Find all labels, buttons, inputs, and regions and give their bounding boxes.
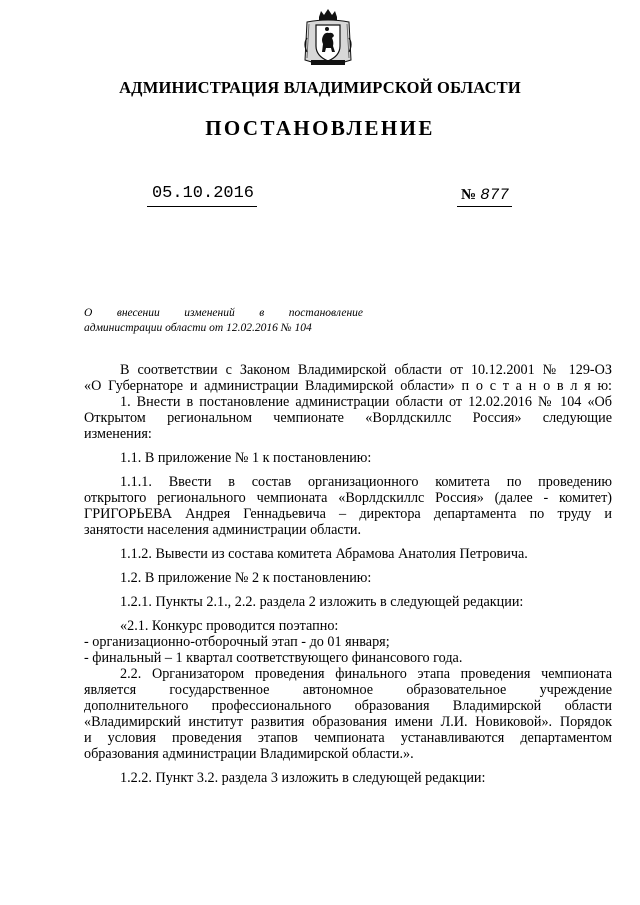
text-line: является государственное автономное образовательное учреждение — [84, 682, 612, 698]
paragraph-1-2-1: 1.2.1. Пункты 2.1., 2.2. раздела 2 изложить в следующей редакции: — [120, 594, 524, 610]
text-line: «О Губернаторе и администрации Владимирской области» п о с т а н о в л я ю: — [84, 378, 612, 394]
text-line: открытого регионального чемпионата «Ворлдскиллс Россия» (далее - комитет) — [84, 490, 612, 506]
text-line: и условия проведения этапов чемпионата устанавливаются департаментом — [84, 730, 612, 746]
paragraph-quote-2-1 — [84, 618, 612, 666]
organization-title: АДМИНИСТРАЦИЯ ВЛАДИМИРСКОЙ ОБЛАСТИ — [119, 78, 521, 97]
text-line: 2.2. Организатором проведения финального этапа проведения чемпионата — [120, 666, 612, 682]
text-line: В соответствии с Законом Владимирской области от 10.12.2001 № 129-ОЗ — [120, 362, 612, 378]
text-line: - финальный – 1 квартал соответствующего финансового года. — [84, 650, 463, 666]
text-line: 1. Внести в постановление администрации области от 12.02.2016 № 104 «Об — [120, 394, 612, 410]
document-subject — [84, 306, 363, 335]
text-line: - организационно-отборочный этап - до 01 января; — [84, 634, 390, 650]
document-number — [461, 186, 509, 204]
coat-of-arms-emblem — [301, 8, 355, 70]
text-line: «Владимирский институт развития образования имени Л.И. Новиковой». Порядок — [84, 714, 612, 730]
document-type-title: ПОСТАНОВЛЕНИЕ — [205, 116, 435, 140]
paragraph-1-2: 1.2. В приложение № 2 к постановлению: — [120, 570, 372, 586]
paragraph-1-2-2: 1.2.2. Пункт 3.2. раздела 3 изложить в следующей редакции: — [120, 770, 486, 786]
paragraph-1-1: 1.1. В приложение № 1 к постановлению: — [120, 450, 372, 466]
paragraph-preamble — [84, 362, 612, 394]
text-line: образования администрации Владимирской области.». — [84, 746, 414, 762]
text-line: изменения: — [84, 426, 152, 442]
text-line: 1.1.1. Ввести в состав организационного комитета по проведению — [120, 474, 612, 490]
text-line: занятости населения администрации области. — [84, 522, 362, 538]
document-date: 05.10.2016 — [151, 184, 255, 203]
subject-line: О внесении изменений в постановление — [84, 307, 363, 319]
subject-line: администрации области от 12.02.2016 № 104 — [84, 321, 312, 334]
text-line: Открытом региональном чемпионате «Ворлдскиллс Россия» следующие — [84, 410, 612, 426]
number-label: № — [461, 187, 477, 203]
date-underline — [147, 206, 257, 207]
document-body — [84, 362, 612, 786]
paragraph-1 — [84, 394, 612, 442]
text-line: ГРИГОРЬЕВА Андрея Геннадьевича – директора департамента по труду и — [84, 506, 612, 522]
number-underline — [457, 206, 512, 207]
number-value: 877 — [480, 186, 509, 204]
paragraph-quote-2-2 — [84, 666, 612, 762]
paragraph-1-1-2: 1.1.2. Вывести из состава комитета Абрамова Анатолия Петровича. — [120, 546, 528, 562]
text-line: дополнительного профессионального образования Владимирской области — [84, 698, 612, 714]
paragraph-1-1-1 — [84, 474, 612, 538]
text-line: «2.1. Конкурс проводится поэтапно: — [120, 618, 339, 634]
